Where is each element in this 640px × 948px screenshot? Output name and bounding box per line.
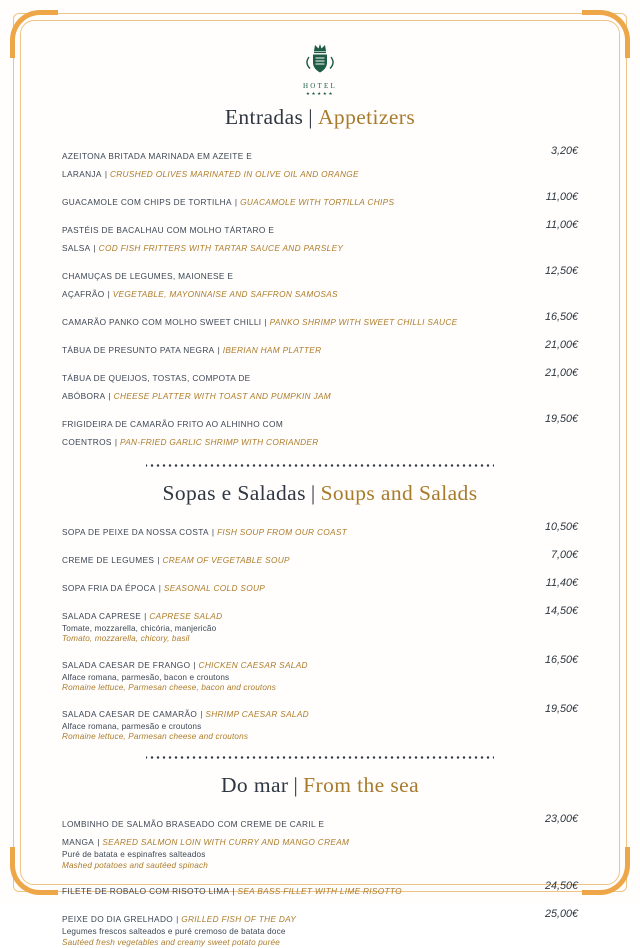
item-price: 24,50€ (544, 880, 578, 893)
menu-item (62, 606, 578, 645)
item-price: 16,50€ (544, 311, 578, 323)
item-price: 16,50€ (544, 653, 578, 666)
item-name-pt: PEIXE DO DIA GRELHADO (62, 914, 174, 925)
item-desc-pt: Alface romana, parmesão e croutons (62, 721, 202, 731)
item-name-pt: AZEITONA BRITADA MARINADA EM AZEITE E LARANJA (62, 151, 253, 179)
item-desc-en: Tomato, mozzarella, chicory, basil (62, 634, 190, 644)
item-text (62, 522, 464, 540)
item-name-pt: FRIGIDEIRA DE CAMARÃO FRITO AO ALHINHO COM COENTROS (62, 419, 284, 447)
menu-content (62, 24, 578, 947)
item-name-separator: | (108, 391, 111, 401)
item-name-pt: PASTÉIS DE BACALHAU COM MOLHO TÁRTARO E SALSA (62, 225, 275, 253)
menu-item (62, 522, 578, 540)
item-name-separator: | (211, 527, 215, 537)
item-text (62, 312, 464, 330)
item-desc-pt: Puré de batata e espinafres salteados (62, 850, 206, 860)
menu-item (62, 340, 578, 358)
item-text (62, 550, 464, 568)
menu-item (62, 814, 578, 871)
item-text (62, 881, 464, 899)
item-name-pt: SOPA FRIA DA ÉPOCA (62, 583, 156, 593)
section-title-en: Soups and Salads (320, 481, 478, 505)
menu-item (62, 881, 578, 899)
item-name-en: SEA BASS FILLET WITH LIME RISOTTO (237, 886, 402, 897)
item-name-pt: GUACAMOLE COM CHIPS DE TORTILHA (62, 197, 232, 207)
item-name-en: VEGETABLE, MAYONNAISE AND SAFFRON SAMOSAS (112, 289, 338, 299)
item-name-separator: | (234, 197, 238, 207)
item-desc-pt: Legumes frescos salteados e puré cremoso de batata doce (62, 927, 286, 937)
hotel-logo-stars: ★★★★★ (305, 91, 335, 96)
item-price: 21,00€ (544, 339, 578, 351)
item-desc-pt: Alface romana, parmesão, bacon e croutons (62, 672, 230, 682)
item-name-en: GRILLED FISH OF THE DAY (181, 914, 297, 925)
item-name-separator: | (93, 243, 96, 253)
item-name-pt: SOPA DE PEIXE DA NOSSA COSTA (62, 527, 209, 537)
item-name-en: IBERIAN HAM PLATTER (222, 345, 322, 355)
section-title-pt: Entradas (224, 105, 304, 129)
item-name-separator: | (200, 708, 203, 719)
item-name-en: CRUSHED OLIVES MARINATED IN OLIVE OIL AND ORANGE (109, 169, 359, 179)
item-name-separator: | (114, 437, 117, 447)
menu-item (62, 368, 578, 404)
item-desc-en: Romaine lettuce, Parmesan cheese, bacon and croutons (62, 683, 276, 693)
item-price: 11,00€ (545, 191, 578, 203)
item-name-separator: | (144, 611, 147, 621)
item-name-pt: LOMBINHO DE SALMÃO BRASEADO COM CREME DE CARIL E MANGA (62, 819, 325, 848)
section-title-pt: Do mar (220, 773, 289, 798)
item-price: 11,00€ (545, 219, 578, 231)
menu-item (62, 550, 578, 568)
section-title (62, 773, 578, 798)
menu-item (62, 312, 578, 330)
item-text (62, 266, 464, 302)
item-name-pt: SALADA CAESAR DE CAMARÃO (62, 708, 198, 719)
item-name-en: SEASONAL COLD SOUP (163, 583, 266, 593)
item-text (62, 340, 464, 358)
section-title (62, 105, 578, 130)
item-name-en: FISH SOUP FROM OUR COAST (217, 527, 348, 537)
menu-sections (62, 105, 578, 948)
item-text (62, 814, 464, 871)
menu-item (62, 192, 578, 210)
item-name-pt: CHAMUÇAS DE LEGUMES, MAIONESE E AÇAFRÃO (62, 271, 234, 299)
menu-item (62, 909, 578, 948)
section-title-pt: Sopas e Saladas (162, 481, 306, 505)
menu-item (62, 146, 578, 182)
item-text (62, 414, 464, 450)
menu-item (62, 578, 578, 596)
section-title-separator: | (310, 481, 316, 505)
section-title-separator: | (293, 773, 299, 798)
hotel-crest-icon (298, 40, 342, 76)
item-name-separator: | (193, 659, 196, 670)
hotel-logo (62, 40, 578, 97)
dotted-divider (146, 756, 494, 759)
hotel-logo-label: HOTEL (303, 82, 337, 90)
section-title (62, 481, 578, 506)
item-price: 25,00€ (544, 908, 578, 921)
item-name-separator: | (107, 289, 110, 299)
section-title-separator: | (308, 105, 313, 129)
item-text (62, 192, 464, 210)
item-desc-pt: Tomate, mozzarella, chicória, manjericão (62, 624, 217, 633)
menu-item (62, 704, 578, 743)
item-price: 19,50€ (544, 413, 578, 425)
item-name-pt: CREME DE LEGUMES (62, 555, 155, 565)
menu-item (62, 414, 578, 450)
item-name-pt: CAMARÃO PANKO COM MOLHO SWEET CHILLI (62, 317, 262, 327)
item-text (62, 146, 464, 182)
item-name-separator: | (158, 583, 161, 593)
item-name-pt: SALADA CAPRESE (62, 611, 142, 621)
menu-section (62, 481, 578, 742)
item-name-pt: TÁBUA DE PRESUNTO PATA NEGRA (62, 345, 215, 355)
frame-corner-bottom-left (10, 847, 58, 895)
section-title-en: Appetizers (318, 105, 416, 129)
item-price: 3,20€ (550, 145, 578, 157)
item-name-separator: | (176, 914, 179, 925)
item-name-separator: | (157, 555, 160, 565)
item-name-en: PANKO SHRIMP WITH SWEET CHILLI SAUCE (269, 317, 458, 327)
item-name-separator: | (97, 837, 100, 848)
item-price: 7,00€ (550, 549, 578, 561)
item-desc-en: Mashed potatoes and sautéed spinach (62, 860, 208, 870)
item-name-pt: FILETE DE ROBALO COM RISOTO LIMA (62, 886, 230, 897)
item-desc-en: Romaine lettuce, Parmesan cheese and croutons (62, 732, 249, 742)
item-name-separator: | (264, 317, 267, 327)
frame-corner-top-right (582, 10, 630, 58)
item-price: 21,00€ (544, 367, 578, 379)
item-name-en: CREAM OF VEGETABLE SOUP (162, 555, 290, 565)
item-text (62, 909, 464, 948)
item-text (62, 220, 464, 256)
menu-section (62, 105, 578, 450)
menu-item (62, 266, 578, 302)
item-name-en: CHICKEN CAESAR SALAD (198, 659, 308, 670)
frame-corner-top-left (10, 10, 58, 58)
item-text (62, 578, 464, 596)
item-text (62, 655, 464, 694)
item-name-separator: | (232, 886, 235, 897)
item-price: 23,00€ (544, 813, 578, 826)
item-name-pt: TÁBUA DE QUEIJOS, TOSTAS, COMPOTA DE ABÓBORA (62, 373, 251, 401)
item-name-en: GUACAMOLE WITH TORTILLA CHIPS (240, 197, 395, 207)
dotted-divider (146, 464, 494, 467)
item-price: 11,40€ (545, 577, 578, 589)
item-price: 12,50€ (544, 265, 578, 277)
item-name-pt: SALADA CAESAR DE FRANGO (62, 659, 191, 670)
item-price: 14,50€ (544, 605, 578, 617)
item-price: 19,50€ (544, 702, 578, 715)
item-name-en: COD FISH FRITTERS WITH TARTAR SAUCE AND PARSLEY (98, 243, 344, 253)
item-name-en: SHRIMP CAESAR SALAD (205, 708, 309, 719)
menu-section (62, 773, 578, 948)
item-text (62, 368, 464, 404)
item-text (62, 704, 464, 743)
item-name-en: CAPRESE SALAD (149, 611, 223, 621)
menu-item (62, 655, 578, 694)
item-name-en: PAN-FRIED GARLIC SHRIMP WITH CORIANDER (119, 437, 319, 447)
item-name-en: CHEESE PLATTER WITH TOAST AND PUMPKIN JAM (113, 391, 331, 401)
item-desc-en: Sautéed fresh vegetables and creamy sweet potato purée (62, 937, 280, 947)
frame-corner-bottom-right (582, 847, 630, 895)
section-title-en: From the sea (303, 773, 420, 798)
item-text (62, 606, 464, 645)
item-price: 10,50€ (544, 521, 578, 533)
menu-item (62, 220, 578, 256)
item-name-en: SEARED SALMON LOIN WITH CURRY AND MANGO CREAM (102, 837, 350, 848)
item-name-separator: | (217, 345, 220, 355)
item-name-separator: | (104, 169, 107, 179)
